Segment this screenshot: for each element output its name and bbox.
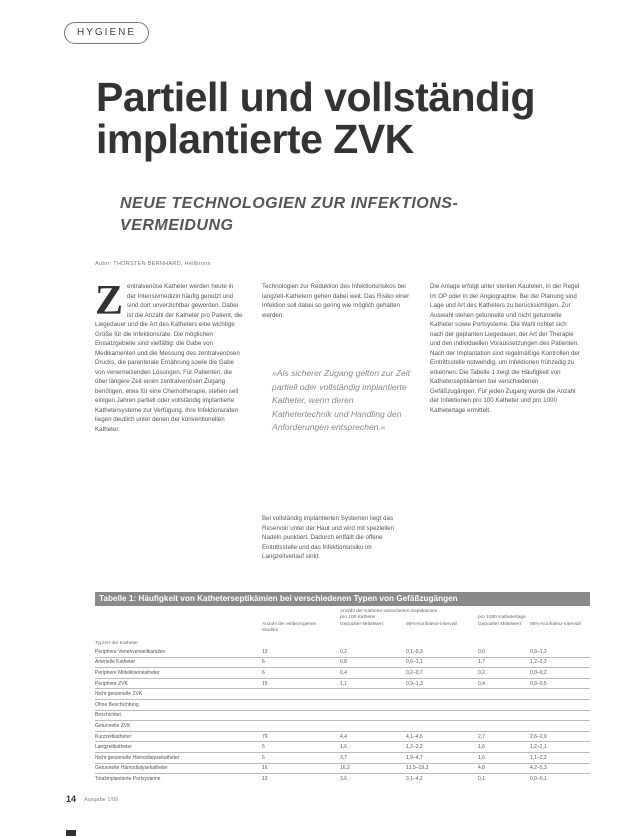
table-cell-m100: 16,2 — [340, 763, 406, 774]
table-cell-m1000: 0,6 — [478, 648, 485, 655]
table-cell-ci100: 1,2–2,2 — [406, 742, 478, 753]
table-cell-ci1000: 1,2–2,1 — [530, 742, 590, 753]
table-cell-ci1000: 0,3–0,5 — [530, 678, 590, 689]
article-column-3 — [430, 282, 580, 415]
table-cell-ci1000: 4,2–5,3 — [530, 763, 590, 774]
table-cell-ci1000: 1,2–2,3 — [530, 657, 590, 668]
table-cell-type: Periphere Venenverweilkanülen — [95, 648, 166, 655]
table-row — [95, 742, 590, 753]
table-cell-m100: 3,6 — [340, 774, 406, 784]
table-row — [95, 678, 590, 689]
table-cell-studies: 6 — [262, 668, 340, 679]
table-cell-type: Nicht getunnelte ZVK — [95, 689, 262, 700]
table-row — [95, 752, 590, 763]
table-cell-ci100 — [406, 689, 478, 700]
table-cell-m1000: 4,8 — [478, 763, 530, 774]
table-cell-studies: 13 — [262, 648, 268, 655]
table-cell-ci100: 0,2–0,7 — [406, 668, 478, 679]
byline: Autor: THORSTEN BERNHARD, Heilbronn — [95, 261, 211, 267]
table-cell-ci1000 — [530, 699, 590, 710]
table-row — [95, 774, 590, 784]
table-cell-ci1000: 0,0–0,2 — [530, 668, 590, 679]
table-cell-studies: 16 — [262, 763, 340, 774]
table-cell-ci100: 4,1–4,6 — [406, 731, 478, 742]
table-cell-studies: 79 — [262, 731, 340, 742]
table-cell-m100: 0,8 — [340, 657, 406, 668]
table-cell-type: Langzeitkatheter — [95, 742, 262, 753]
table-cell-type: Kurzzeitkatheter — [95, 731, 262, 742]
table-cell-m100: 1,1 — [340, 678, 406, 689]
table-row — [95, 657, 590, 668]
table-cell-type: Periphere ZVK — [95, 678, 262, 689]
table-cell-m1000 — [478, 699, 530, 710]
table-cell-ci1000: 0,3–1,2 — [530, 648, 547, 655]
table-cell-type: Periphere Mittellinienkatheter — [95, 668, 262, 679]
table-cell-m100 — [340, 710, 406, 721]
table-cell-m100: 0,4 — [340, 668, 406, 679]
table-row — [95, 689, 590, 700]
table-row — [95, 710, 590, 721]
section-tag: HYGIENE — [64, 22, 149, 44]
table-cell-ci100: 1,9–4,7 — [406, 752, 478, 763]
table-subgroup-100: pro 100 Katheter — [340, 615, 376, 620]
column-2-text: Technologien zur Reduktion des Infektionsrisikos bei langzeit-Kathetern gehen dabei weit. Das Risiko einer Infektion soll dabei so gering wie möglich gehalten werden. — [262, 283, 410, 319]
table-cell-ci100 — [406, 721, 478, 732]
article-column-2-continued — [262, 514, 412, 562]
table-cell-m1000 — [478, 721, 530, 732]
table-cell-studies — [262, 721, 340, 732]
table-cell-ci1000 — [530, 689, 590, 700]
table-row — [95, 763, 590, 774]
table-row — [95, 647, 590, 657]
table-cell-m1000 — [478, 689, 530, 700]
table-cell-ci1000: 2,6–2,9 — [530, 731, 590, 742]
table-cell-studies: 5 — [262, 742, 340, 753]
table-cell-m100: 4,4 — [340, 731, 406, 742]
table-cell-studies: 6 — [262, 657, 340, 668]
table-col-mean-100: Gepoolter Mittelwert — [340, 622, 383, 627]
table-cell-m100: 3,7 — [340, 752, 406, 763]
article-title: Partiell und vollständig implantierte ZVK — [96, 74, 536, 162]
table-cell-ci100 — [406, 699, 478, 710]
article-column-1 — [95, 278, 243, 434]
table-cell-m1000: 0,4 — [478, 678, 530, 689]
column-1-text: entralvenöse Katheter werden heute in der Intensivmedizin häufig genutzt und sind dort unverzichtbar geworden. Dabei ist die Anzahl der Katheter pro Patient, die Liegedauer und die Art des Katheters eine wichtige Größe für die Infektionsrate. Die möglichen Einsatzgebiete sind vielfältig: die Gabe von Medikamenten und die Messung des zentralvenösen Drucks, die parenterale Ernährung sowie die Gabe von venenreizenden Lösungen. Für Patienten, die über längere Zeit einen zentralvenösen Zugang benötigen, etwa für eine Chemotherapie, stehen seit einigen Jahren partiell oder vollständig implantierte Kathetersysteme zur Verfügung. Ihre Infektionsraten liegen deutlich unter denen der konventionellen Katheter. — [95, 283, 243, 433]
footer-mark — [66, 830, 76, 836]
table-cell-m100: 0,2 — [340, 648, 347, 655]
table-col-mean-1000: Gepoolter Mittelwert — [478, 622, 521, 627]
table-col-ci-1000: 95%-Konfidenz-intervall — [530, 622, 581, 627]
data-table — [95, 647, 590, 784]
table-cell-ci1000 — [530, 710, 590, 721]
table-cell-m1000: 0,1 — [478, 774, 530, 784]
table-cell-type: Arterielle Katheter — [95, 657, 262, 668]
table-cell-ci100 — [406, 710, 478, 721]
magazine-issue: Ausgabe 1/09 — [84, 797, 118, 803]
table-cell-ci1000 — [530, 721, 590, 732]
table-cell-m1000 — [478, 710, 530, 721]
table-cell-ci100: 0,6–1,1 — [406, 657, 478, 668]
table-cell-m1000: 1,6 — [478, 752, 530, 763]
table-cell-m1000: 1,6 — [478, 742, 530, 753]
table-cell-type: Getunnelte ZVK — [95, 721, 262, 732]
table-cell-type: Beschichtet — [95, 710, 262, 721]
table-cell-m100: 1,6 — [340, 742, 406, 753]
table-cell-studies — [262, 710, 340, 721]
table-title: Tabelle 1: Häufigkeit von Katheterseptikämien bei verschiedenen Typen von Gefäßzugängen — [95, 592, 590, 606]
table-col-studies: Anzahl der einbezogenen Studien — [262, 622, 317, 633]
table-cell-ci100: 0,9–1,3 — [406, 678, 478, 689]
article-subtitle: NEUE TECHNOLOGIEN ZUR INFEKTIONS-VERMEIDUNG — [120, 195, 459, 234]
table-cell-m1000: 2,7 — [478, 731, 530, 742]
table-row — [95, 731, 590, 742]
table-cell-ci100: 3,1–4,2 — [406, 774, 478, 784]
table-cell-studies: 13 — [262, 774, 340, 784]
table-cell-m100 — [340, 721, 406, 732]
table-cell-ci100: 13,5–19,3 — [406, 763, 478, 774]
table-cell-ci1000: 0,0–0,1 — [530, 774, 590, 784]
table-cell-type: Nicht getunnelte Hämodialysekatheter — [95, 752, 262, 763]
article-column-2 — [262, 282, 412, 320]
table-group-header: Anzahl der Katheter-assoziierten Septikämien — [340, 609, 438, 614]
table-cell-studies — [262, 689, 340, 700]
table-cell-ci1000: 1,1–2,2 — [530, 752, 590, 763]
table-cell-ci100: 0,1–0,3 — [406, 648, 423, 655]
table-row — [95, 721, 590, 732]
column-3-text: Die Anlage erfolgt unter sterilen Kautelen, in der Regel im OP oder in der Angiographie. Bei der Planung sind Lage und Art des Katheters zu berücksichtigen. Zur Auswahl stehen getunnelte und nicht getunnelte Katheter sowie Portsysteme. Die Wahl richtet sich nach der geplanten Liegedauer, der Art der Therapie und den individuellen Voraussetzungen des Patienten. Nach der Implantation sind regelmäßige Kontrollen der Eintrittsstelle notwendig, um Infektionen frühzeitig zu erkennen. Die Tabelle 1 zeigt die Häufigkeit von Katheterseptikämien bei verschiedenen Gefäßzugängen. Für jeden Zugang wurde die Anzahl der Infektionen pro 100 Katheter und pro 1000 Kathetertage ermittelt. — [430, 283, 580, 414]
table-cell-type: Getunnelte Hämodialysekatheter — [95, 763, 262, 774]
table-col-ci-100: 95%-Konfidenz-intervall — [406, 622, 457, 627]
table-cell-type: Ohne Beschichtung — [95, 699, 262, 710]
column-2b-text: Bei vollständig implantierten Systemen liegt das Reservoir unter der Haut und wird mit speziellen Nadeln punktiert. Dadurch entfällt die offene Eintrittsstelle und das Infektionsrisiko im Langzeitverlauf sinkt. — [262, 515, 395, 560]
table-row — [95, 699, 590, 710]
table-cell-studies — [262, 699, 340, 710]
drop-cap: Z — [95, 278, 124, 324]
table-subgroup-1000: pro 1000 Kathetertage — [478, 615, 526, 620]
table-cell-studies: 15 — [262, 678, 340, 689]
table-cell-type: Totalimplantierte Portsysteme — [95, 774, 262, 784]
table-row — [95, 668, 590, 679]
table-cell-m1000: 1,7 — [478, 657, 530, 668]
table-col-type: Typ/Art der Katheter — [95, 641, 138, 646]
table-cell-m1000: 0,2 — [478, 668, 530, 679]
pull-quote: »Als sicherer Zugang gelten zur Zeit partiell oder vollständig implantierte Katheter, wenn deren Kathetertechnik und Handling den Anforderungen entsprechen.« — [272, 368, 411, 432]
table-cell-studies: 6 — [262, 752, 340, 763]
page-number: 14 — [66, 794, 77, 804]
table-cell-m100 — [340, 689, 406, 700]
table-cell-m100 — [340, 699, 406, 710]
